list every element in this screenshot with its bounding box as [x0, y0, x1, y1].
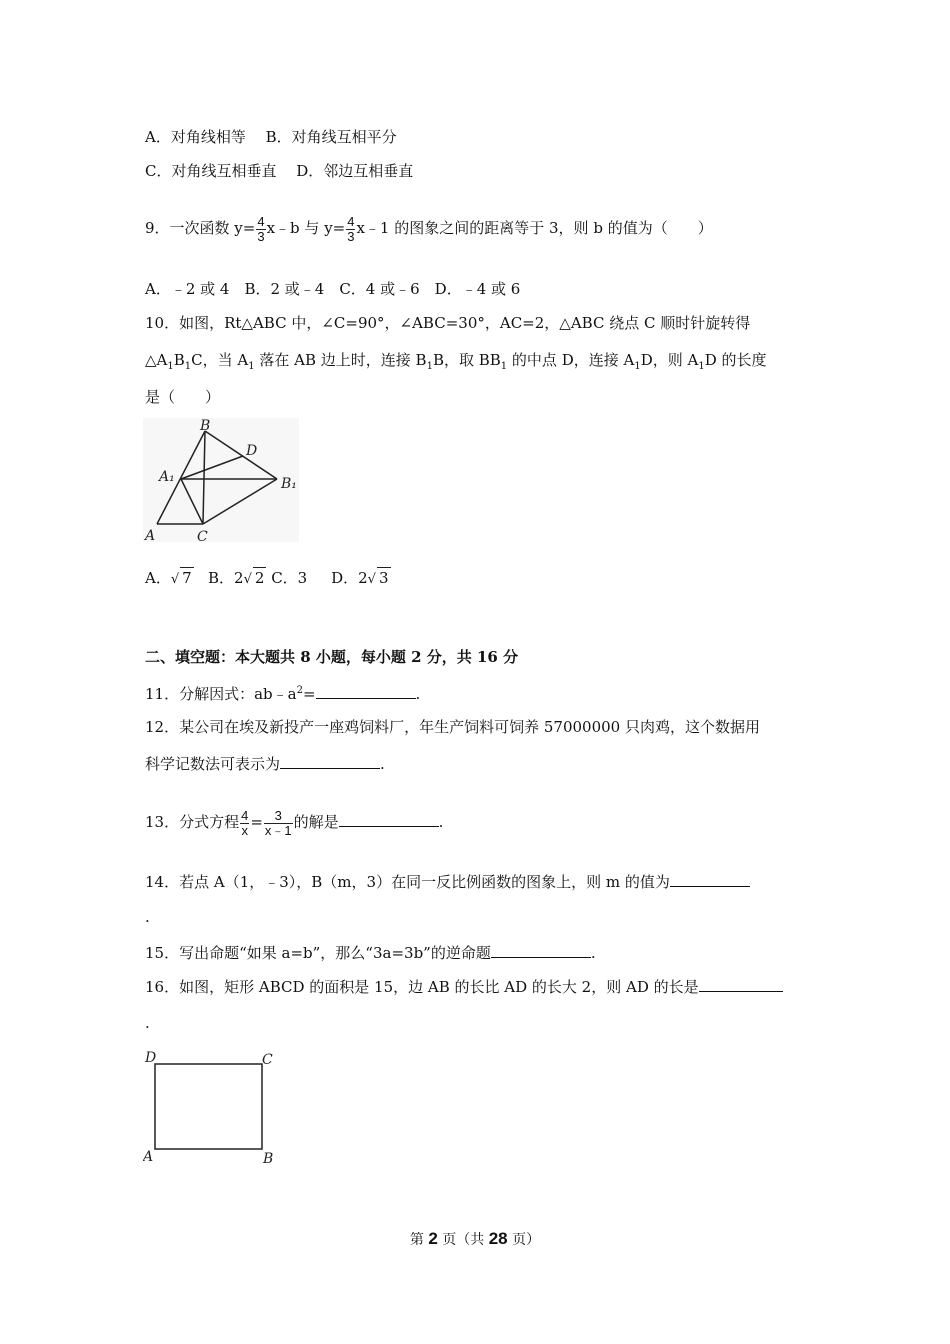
q14-period: .: [145, 908, 150, 926]
q11-question: 11．分解因式：$ab﹣a^2=$ .: [145, 685, 421, 703]
q10-line1: 10．如图，Rt△ABC 中，∠C=90°，∠ABC=30°，AC=2，△ABC 绕点 C 顺时针旋转得: [145, 314, 751, 332]
page-number: 2: [428, 1229, 438, 1248]
q10-options: A．√ 7 B．2√ 2 C．3 D．2√ 3: [145, 569, 389, 587]
answer-blank: [280, 754, 380, 769]
total-pages: 28: [488, 1229, 508, 1248]
page-footer: 第 2 页（共 28 页）: [409, 1229, 541, 1248]
answer-blank: [699, 977, 783, 992]
label-D: D: [246, 443, 258, 459]
q10-line3: 是（ ）: [145, 388, 221, 406]
q13-question: 13．分式方程 $\frac{4}{x}$ = $\frac{3}{x﹣1}$ 的解是 .: [145, 807, 444, 838]
answer-blank: [491, 943, 591, 958]
label-B: B: [263, 1151, 274, 1165]
q9-question: 9．一次函数 y= $\frac{4}{3}$ x﹣b 与 y= $\frac{4}{3}$ x﹣1 的图象之间的距离等于 3，则 b 的值为（ ）: [145, 213, 713, 244]
q10-line2: $\triangle A_1B_1C$，当 $A_1$ 落在 AB 边上时，连接 $B_1B$，取 $BB_1$ 的中点 D，连接 $A_1D$，则 $A_1D$ 的长度: [145, 351, 767, 372]
q13-fraction-2: $\frac{3}{x﹣1}$: [264, 807, 292, 838]
rectangle-ABCD: [155, 1064, 262, 1149]
label-C: C: [262, 1052, 273, 1068]
q8-options-ab: A．对角线相等 B．对角线互相平分: [145, 128, 397, 146]
answer-blank: [670, 872, 750, 887]
label-A: A: [145, 528, 156, 544]
label-C: C: [197, 529, 208, 545]
q8-options-cd: C．对角线互相垂直 D．邻边互相垂直: [145, 162, 414, 180]
q16-period: .: [145, 1014, 150, 1032]
q15-question: 15．写出命题“如果 a=b”，那么“3a=3b”的逆命题 .: [145, 944, 596, 962]
label-A: A: [143, 1149, 154, 1165]
label-B1: B₁: [281, 476, 297, 492]
q16-rectangle-figure: [143, 1047, 278, 1165]
q9-fraction-1: $\frac{4}{3}$: [257, 213, 265, 244]
q9-fraction-2: $\frac{4}{3}$: [347, 213, 355, 244]
label-D: D: [145, 1050, 157, 1066]
q12-line2: 科学记数法可表示为 .: [145, 755, 385, 773]
section-2-title: 二、填空题：本大题共 8 小题，每小题 2 分，共 16 分: [145, 648, 519, 666]
label-A1: A₁: [159, 469, 175, 485]
q13-fraction-1: $\frac{4}{x}$: [241, 807, 249, 838]
label-B: B: [200, 418, 211, 434]
q10-figure: [143, 418, 303, 545]
answer-blank: [316, 684, 416, 699]
answer-blank: [339, 812, 439, 827]
q14-question: 14．若点 A（1，﹣3），B（m，3）在同一反比例函数的图象上，则 m 的值为: [145, 872, 750, 892]
q16-question: 16．如图，矩形 ABCD 的面积是 15，边 AB 的长比 AD 的长大 2，则 AD 的长是: [145, 977, 783, 997]
q12-line1: 12．某公司在埃及新投产一座鸡饲料厂，年生产饲料可饲养 57000000 只肉鸡，这个数据用: [145, 718, 760, 736]
q9-options: A．﹣2 或 4 B．2 或﹣4 C．4 或﹣6 D．﹣4 或 6: [145, 280, 521, 298]
